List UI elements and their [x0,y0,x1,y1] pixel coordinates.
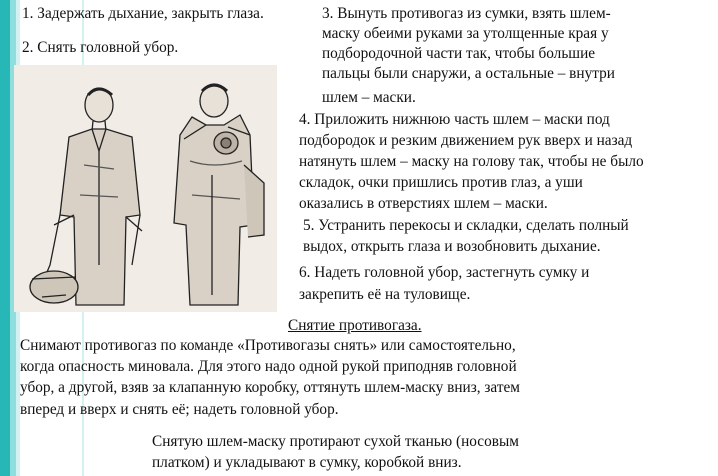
gas-mask-illustration [14,65,277,312]
step-4-line: натянуть шлем – маску на голову так, чтобы не было [299,153,644,170]
step-3-line: маску обеими руками за утолщенные края у [322,25,609,42]
step-4-line: складок, очки пришлись против глаз, а уши [299,174,583,191]
step-4-line: 4. Приложить нижнюю часть шлем – маски под [299,111,610,128]
step-6-line: 6. Надеть головной убор, застегнуть сумку и [299,264,590,281]
removal-heading: Снятие противогаза. [288,317,422,334]
decor-stripe-outer [0,0,10,476]
step-3-line: пальцы были снаружи, а остальные – внутри [322,65,615,82]
removal-note-line: платком) и укладывают в сумку, коробкой вниз. [152,454,462,471]
step-6-line: закрепить её на туловище. [299,286,471,303]
step-4-line: подбородок и резким движением рук вверх и назад [299,132,633,149]
removal-line: Снимают противогаз по команде «Противогазы снять» или самостоятельно, [20,337,516,354]
step-3-line: 3. Вынуть противогаз из сумки, взять шлем- [322,5,611,22]
removal-line: когда опасность миновала. Для этого надо одной рукой приподняв головной [20,358,517,375]
step-3-line: подбородочной части так, чтобы большие [322,45,596,62]
removal-line: убор, а другой, взяв за клапанную коробку, оттянуть шлем-маску вниз, затем [20,379,520,396]
step-5-line: выдох, открыть глаза и возобновить дыхание. [303,238,601,255]
step-5-line: 5. Устранить перекосы и складки, сделать полный [303,217,629,234]
step-3-line: шлем – маски. [322,89,416,106]
removal-note-line: Снятую шлем-маску протирают сухой тканью (носовым [152,433,519,450]
illustration-drawing [14,65,277,312]
step-1: 1. Задержать дыхание, закрыть глаза. [22,5,264,22]
step-2: 2. Снять головной убор. [22,39,179,56]
removal-line: вперед и вверх и снять её; надеть головной убор. [20,401,339,418]
step-4-line: оказались в отверстиях шлем – маски. [299,195,548,212]
